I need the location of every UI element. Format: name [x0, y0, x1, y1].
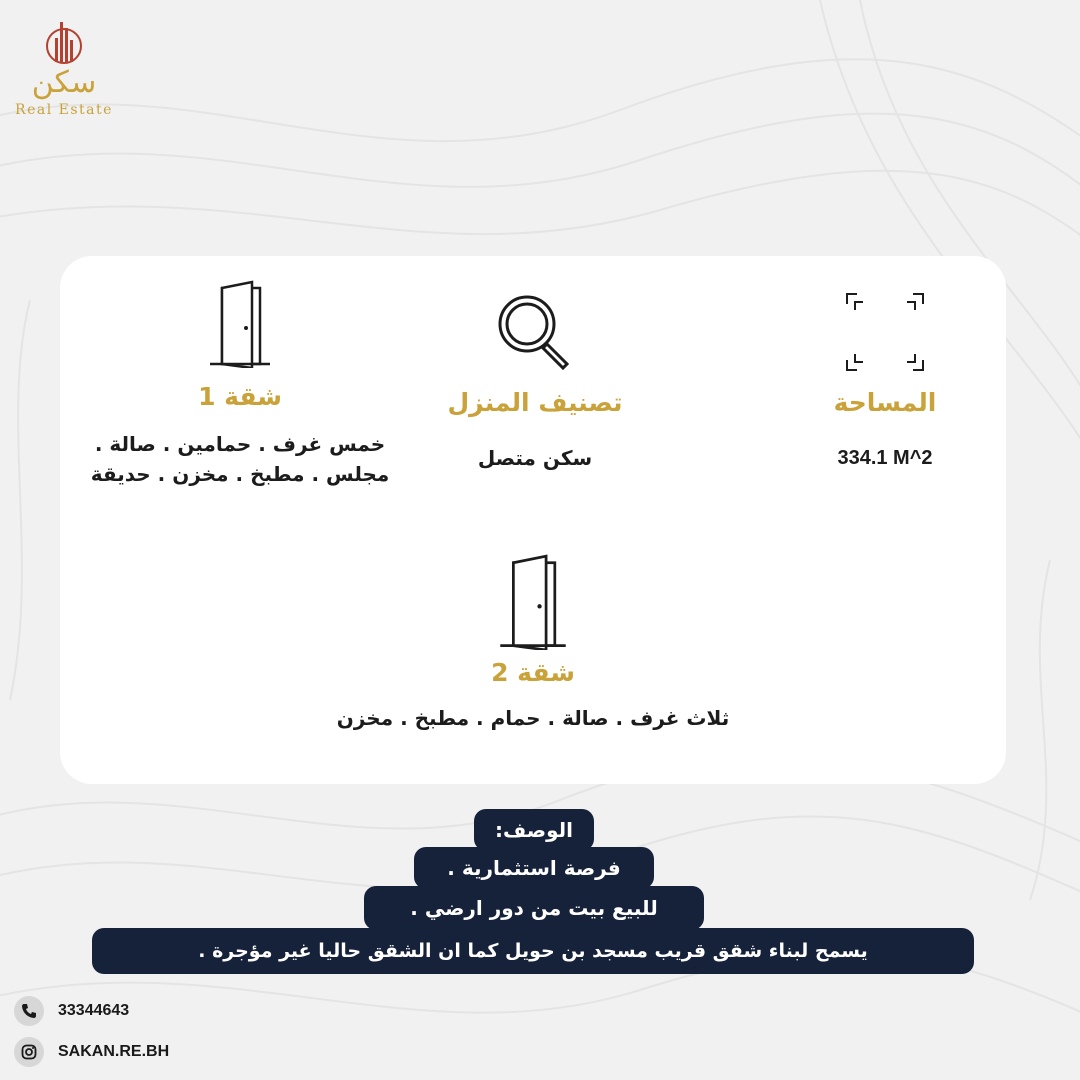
magnifier-icon [493, 290, 577, 374]
instagram-handle: SAKAN.RE.BH [58, 1043, 170, 1060]
feature-area [795, 290, 975, 473]
feature-value: 334.1 M^2 [837, 447, 933, 469]
description-line: للبيع بيت من دور ارضي . [364, 886, 704, 930]
instagram-icon [14, 1037, 44, 1067]
feature-value: سكن متصل [477, 446, 593, 470]
feature-house-classification [400, 290, 670, 473]
contact-instagram[interactable] [14, 1037, 169, 1067]
property-features-card [60, 256, 1006, 784]
feature-apartment-1 [60, 280, 420, 489]
feature-title: شقة 2 [491, 658, 575, 687]
phone-icon [14, 996, 44, 1026]
door-icon [496, 554, 570, 650]
area-frame-icon [843, 290, 927, 374]
feature-value: ثلاث غرف . صالة . حمام . مطبخ . مخزن [336, 706, 730, 730]
description-line: يسمح لبناء شقق قريب مسجد بن حويل كما ان الشقق حاليا غير مؤجرة . [92, 928, 974, 974]
feature-apartment-2 [280, 554, 786, 733]
brand-name-english: Real Estate [15, 102, 113, 118]
door-icon [208, 280, 272, 368]
feature-value: خمس غرف . حمامين . صالة . مجلس . مطبخ . مخزن . حديقة [90, 432, 390, 486]
feature-title: المساحة [833, 388, 937, 417]
phone-number: 33344643 [58, 1002, 130, 1019]
feature-title: شقة 1 [198, 382, 282, 411]
brand-name-arabic: سكن [31, 65, 97, 100]
description-heading: الوصف: [474, 809, 594, 851]
brand-logo [8, 18, 120, 118]
feature-title: تصنيف المنزل [447, 388, 623, 417]
contact-phone[interactable] [14, 996, 129, 1026]
building-logo-icon [44, 18, 84, 66]
description-line: فرصة استثمارية . [414, 847, 654, 889]
